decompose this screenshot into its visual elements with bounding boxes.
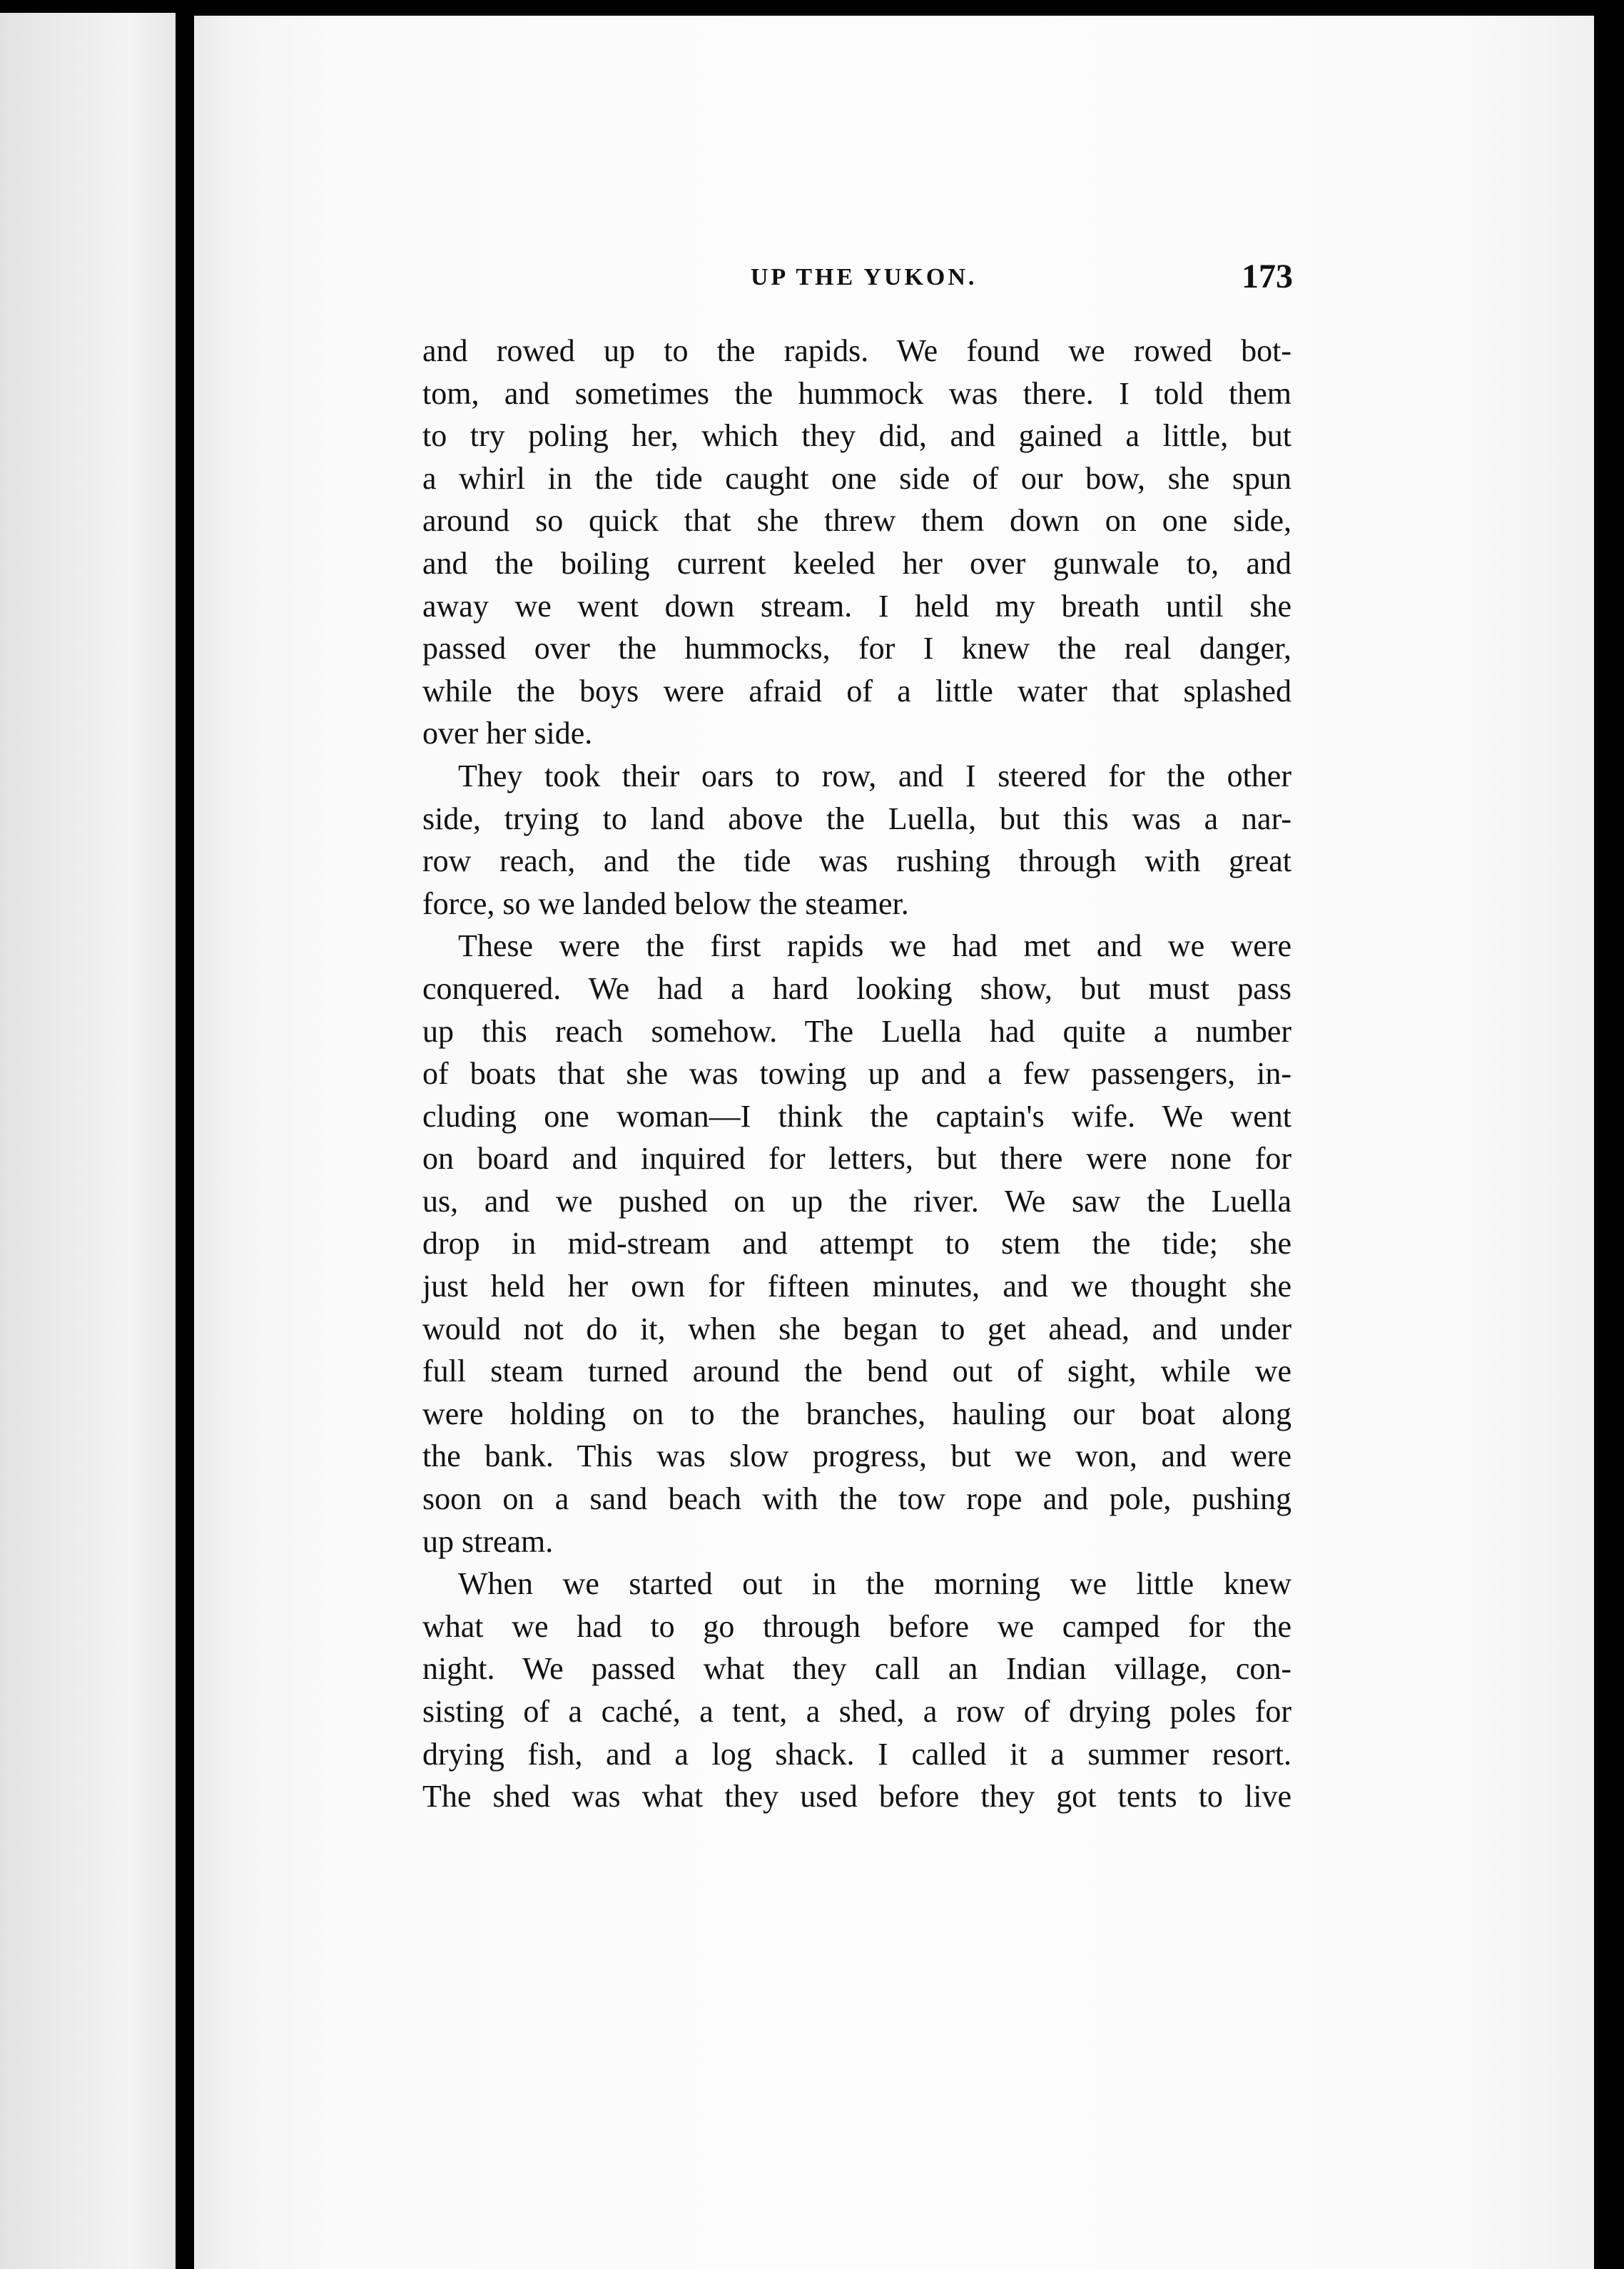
text-line: a whirl in the tide caught one side of our bow, she spun	[422, 460, 1291, 496]
text-line: These were the first rapids we had met and we were	[458, 928, 1291, 964]
book-gutter	[176, 13, 194, 2269]
text-line: side, trying to land above the Luella, but this was a nar-	[422, 801, 1291, 836]
text-line: conquered. We had a hard looking show, but must pass	[422, 970, 1291, 1006]
text-line: would not do it, when she began to get ahead, and under	[422, 1311, 1291, 1346]
scan-border-right	[1594, 13, 1624, 2269]
page-number: 173	[1242, 258, 1293, 295]
text-line: what we had to go through before we camped for the	[422, 1608, 1291, 1644]
text-line: When we started out in the morning we little knew	[458, 1566, 1291, 1602]
text-line: just held her own for fifteen minutes, and we thought she	[422, 1269, 1291, 1304]
text-line: on board and inquired for letters, but there were none for	[422, 1141, 1291, 1177]
text-line: up this reach somehow. The Luella had quite a number	[422, 1013, 1291, 1049]
text-line: and rowed up to the rapids. We found we rowed bot-	[422, 333, 1291, 368]
scan-border-top	[0, 0, 1624, 13]
text-line: around so quick that she threw them down on one side,	[422, 503, 1291, 539]
page-header	[751, 254, 1293, 297]
text-line: tom, and sometimes the hummock was there. I told them	[422, 375, 1291, 411]
text-line: soon on a sand beach with the tow rope and pole, pushing	[422, 1481, 1291, 1517]
text-line: of boats that she was towing up and a few passengers, in-	[422, 1056, 1291, 1092]
text-line: night. We passed what they call an Indian village, con-	[422, 1651, 1291, 1687]
running-head: UP THE YUKON.	[751, 264, 978, 290]
text-line: up stream.	[422, 1523, 554, 1559]
text-line: The shed was what they used before they got tents to live	[422, 1779, 1291, 1814]
text-line: the bank. This was slow progress, but we won, and were	[422, 1438, 1291, 1474]
text-line: us, and we pushed on up the river. We saw the Luella	[422, 1183, 1291, 1219]
text-line: over her side.	[422, 716, 593, 751]
text-line: passed over the hummocks, for I knew the real danger,	[422, 631, 1291, 666]
text-line: They took their oars to row, and I steered for the other	[458, 758, 1291, 793]
text-line: drying fish, and a log shack. I called it a summer resort.	[422, 1736, 1291, 1772]
text-line: sisting of a caché, a tent, a shed, a row of drying poles for	[422, 1694, 1291, 1729]
text-line: away we went down stream. I held my breath until she	[422, 588, 1291, 624]
text-line: were holding on to the branches, hauling our boat along	[422, 1396, 1291, 1431]
text-line: while the boys were afraid of a little water that splashed	[422, 673, 1291, 709]
text-line: to try poling her, which they did, and gained a little, but	[422, 418, 1291, 454]
body-text	[422, 330, 1291, 1818]
text-line: drop in mid-stream and attempt to stem the tide; she	[422, 1226, 1291, 1262]
previous-page-edge	[0, 13, 176, 2269]
text-line: and the boiling current keeled her over gunwale to, and	[422, 545, 1291, 581]
text-line: force, so we landed below the steamer.	[422, 885, 909, 921]
text-line: full steam turned around the bend out of sight, while we	[422, 1354, 1291, 1389]
text-line: cluding one woman—I think the captain's wife. We went	[422, 1098, 1291, 1134]
text-line: row reach, and the tide was rushing through with great	[422, 843, 1291, 879]
